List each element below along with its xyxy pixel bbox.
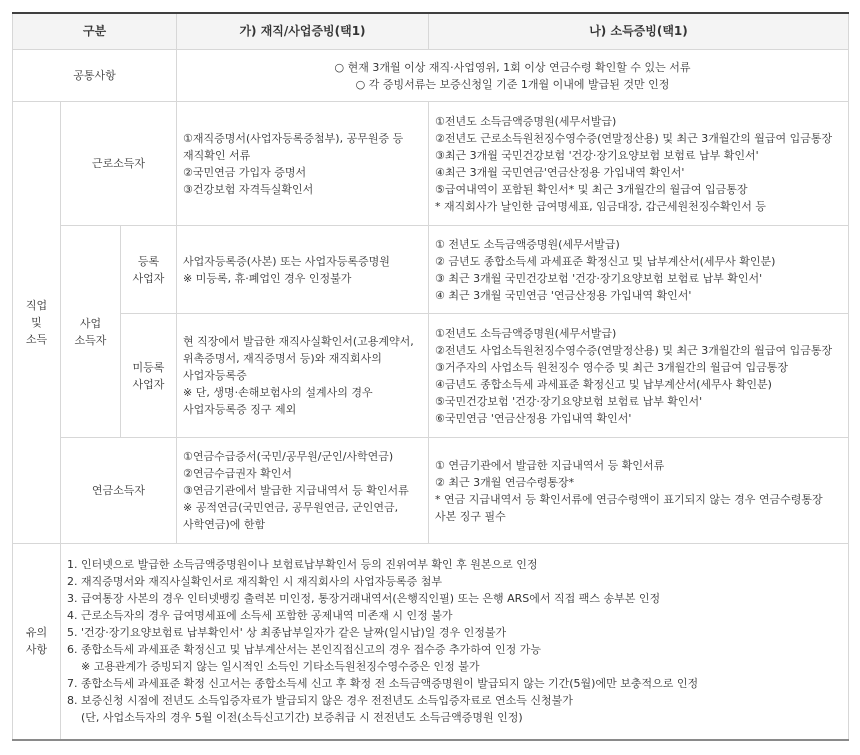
business-label: 사업 소득자	[61, 226, 121, 438]
common-content	[177, 50, 849, 102]
notes-row	[13, 544, 849, 740]
earned-income-proof: ①전년도 소득금액증명원(세무서발급) ②전년도 근로소득원천징수영수증(연말정산용) 및 최근 3개월간의 월급여 입금통장 ③최근 3개월 국민건강보험 '건강·장기요양보험 보험료 납부 확인서' ④최근 3개월 국민연금'연금산정용 가입내역 확인서' ⑤급여내역이 포함된 확인서* 및 최근 3개월간의 월급여 입금통장 * 재직회사가 날인한 급여명세표, 임금대장, 갑근세원천징수확인서 등	[429, 102, 849, 226]
pension-label: 연금소득자	[61, 438, 177, 544]
pension-income-proof: ① 연금기관에서 발급한 지급내역서 등 확인서류 ② 최근 3개월 연금수령통장* * 연금 지급내역서 등 확인서류에 연금수령액이 표기되지 않는 경우 연금수령통장 사본 징구 필수	[429, 438, 849, 544]
header-employment-proof: 가) 재직/사업증빙(택1)	[177, 13, 429, 50]
header-income-proof: 나) 소득증빙(택1)	[429, 13, 849, 50]
common-line: ○ 각 증빙서류는 보증신청일 기준 1개월 이내에 발급된 것만 인정	[355, 77, 670, 91]
notes-content	[61, 544, 849, 740]
note-item: 2. 재직증명서와 재직사실확인서로 재직확인 시 재직회사의 사업자등록증 첨부	[67, 575, 443, 589]
common-label: 공통사항	[13, 50, 177, 102]
group-label: 직업 및 소득	[13, 102, 61, 544]
earned-label: 근로소득자	[61, 102, 177, 226]
earned-row	[13, 102, 849, 226]
notes-label: 유의 사항	[13, 544, 61, 740]
unregistered-business-row	[13, 314, 849, 438]
registered-business-row	[13, 226, 849, 314]
registered-business-label: 등록 사업자	[121, 226, 177, 314]
note-item: 3. 급여통장 사본의 경우 인터넷뱅킹 출력본 미인정, 통장거래내역서(은행직인필) 또는 은행 ARS에서 직접 팩스 송부본 인정	[67, 592, 661, 606]
note-item: 5. '건강·장기요양보험료 납부확인서' 상 최종납부일자가 같은 날짜(일시납)일 경우 인정불가	[67, 626, 507, 640]
header-category: 구분	[13, 13, 177, 50]
note-item: 7. 종합소득세 과세표준 확정 신고서는 종합소득세 신고 후 확정 전 소득금액증명원이 발급되지 않는 기간(5월)에만 보충적으로 인정	[67, 677, 699, 691]
note-item: ※ 고용관계가 증빙되지 않는 일시적인 소득인 기타소득원천징수영수증은 인정 불가	[81, 660, 480, 674]
note-item: 4. 근로소득자의 경우 급여명세표에 소득세 포함한 공제내역 미존재 시 인정 불가	[67, 609, 453, 623]
note-item: 1. 인터넷으로 발급한 소득금액증명원이나 보험료납부확인서 등의 진위여부 확인 후 원본으로 인정	[67, 558, 538, 572]
registered-employment-proof: 사업자등록증(사본) 또는 사업자등록증명원 ※ 미등록, 휴·폐업인 경우 인정불가	[177, 226, 429, 314]
note-item: 8. 보증신청 시점에 전년도 소득입증자료가 발급되지 않은 경우 전전년도 소득입증자료로 연소득 신청불가	[67, 694, 573, 708]
registered-income-proof: ① 전년도 소득금액증명원(세무서발급) ② 금년도 종합소득세 과세표준 확정신고 및 납부계산서(세무사 확인분) ③ 최근 3개월 국민건강보험 '건강·장기요양보험 보험료 납부 확인서' ④ 최근 3개월 국민연금 '연금산정용 가입내역 확인서'	[429, 226, 849, 314]
unregistered-employment-proof: 현 직장에서 발급한 재직사실확인서(고용계약서, 위촉증명서, 재직증명서 등)와 재직회사의 사업자등록증 ※ 단, 생명·손해보험사의 설계사의 경우 사업자등록증 징구 제외	[177, 314, 429, 438]
note-item: (단, 사업소득자의 경우 5월 이전(소득신고기간) 보증취급 시 전전년도 소득금액증명원 인정)	[81, 711, 523, 725]
earned-employment-proof: ①재직증명서(사업자등록증첨부), 공무원증 등 재직확인 서류 ②국민연금 가입자 증명서 ③건강보험 자격득실확인서	[177, 102, 429, 226]
pension-employment-proof: ①연금수급증서(국민/공무원/군인/사학연금) ②연금수급권자 확인서 ③연금기관에서 발급한 지급내역서 등 확인서류 ※ 공적연금(국민연금, 공무원연금, 군인연금, 사학연금)에 한함	[177, 438, 429, 544]
common-row	[13, 50, 849, 102]
pension-row	[13, 438, 849, 544]
note-item: 6. 종합소득세 과세표준 확정신고 및 납부계산서는 본인직접신고의 경우 접수증 추가하여 인정 가능	[67, 643, 541, 657]
guarantee-docs-table	[12, 12, 849, 741]
common-line: ○ 현재 3개월 이상 재직·사업영위, 1회 이상 연금수령 확인할 수 있는 서류	[334, 60, 691, 74]
unregistered-business-label: 미등록 사업자	[121, 314, 177, 438]
unregistered-income-proof: ①전년도 소득금액증명원(세무서발급) ②전년도 사업소득원천징수영수증(연말정산용) 및 최근 3개월간의 월급여 입금통장 ③거주자의 사업소득 원천징수 영수증 및 최근 3개월간의 월급여 입금통장 ④금년도 종합소득세 과세표준 확정신고 및 납부계산서(세무사 확인분) ⑤국민건강보험 '건강·장기요양보험 보험료 납부 확인서' ⑥국민연금 '연금산정용 가입내역 확인서'	[429, 314, 849, 438]
header-row	[13, 13, 849, 50]
